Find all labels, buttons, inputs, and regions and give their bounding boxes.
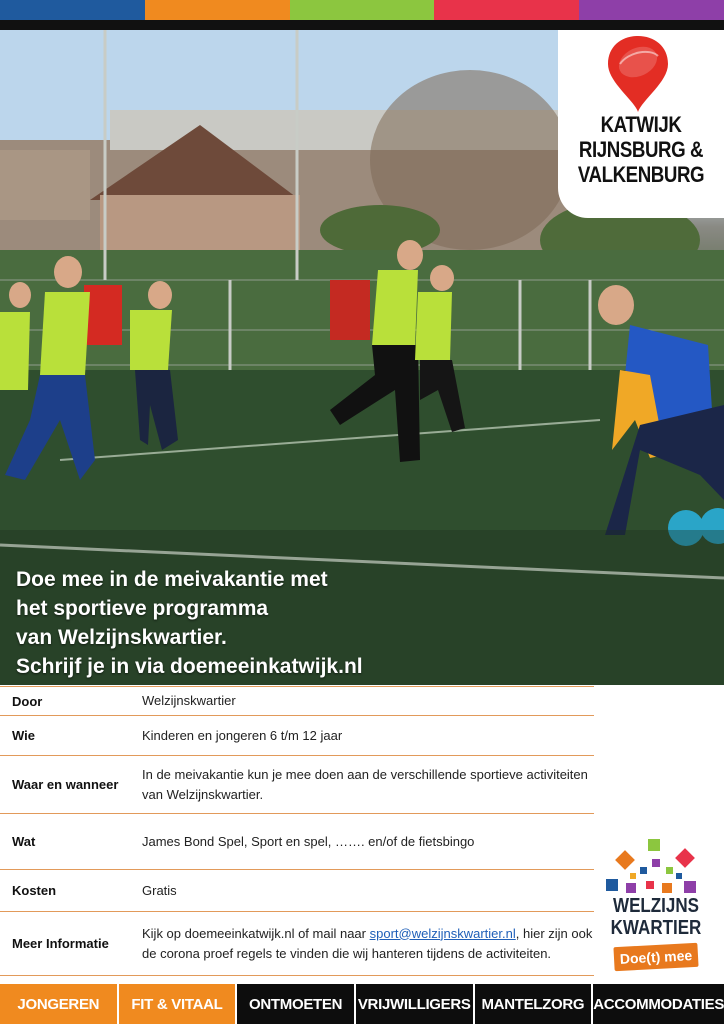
wordmark-line: WELZIJNS — [613, 895, 699, 917]
color-block-red — [434, 0, 579, 20]
info-row-wie — [0, 716, 594, 756]
welzijnskwartier-wordmark — [608, 895, 703, 939]
color-block-green — [290, 0, 435, 20]
info-key: Kosten — [12, 883, 57, 898]
nav-item-mantelzorg[interactable]: MANTELZORG — [475, 984, 592, 1024]
info-text: , hier zijn ook de corona proef regels te vinden die wij hanteren tijdens de activiteiten. — [142, 925, 593, 961]
logo-line: VALKENBURG — [577, 162, 705, 187]
info-row-meer-informatie — [0, 912, 594, 976]
hero-line: van Welzijnskwartier. — [16, 626, 227, 649]
hero-line: het sportieve programma — [16, 597, 269, 620]
info-value: Gratis — [142, 882, 177, 898]
nav-item-ontmoeten[interactable]: ONTMOETEN — [237, 984, 354, 1024]
hero-headline — [16, 565, 576, 681]
top-black-bar — [0, 20, 724, 30]
wordmark-line: KWARTIER — [610, 917, 702, 939]
info-value: Kinderen en jongeren 6 t/m 12 jaar — [142, 727, 343, 743]
info-key: Door — [12, 693, 43, 709]
logo-line: KATWIJK — [600, 112, 682, 137]
nav-item-jongeren[interactable]: JONGEREN — [0, 984, 117, 1024]
welzijnskwartier-logo — [600, 835, 712, 975]
color-strip — [0, 0, 724, 20]
info-row-door — [0, 686, 594, 716]
hero-line: Doe mee in de meivakantie met — [16, 568, 328, 591]
color-block-blue — [0, 0, 145, 20]
info-table — [0, 686, 594, 976]
color-block-orange — [145, 0, 290, 20]
hero-line: Schrijf je in via doemeeinkatwijk.nl — [16, 655, 363, 678]
info-value: In de meivakantie kun je mee doen aan de verschillende sportieve activiteiten van Welzijnskwartier. — [142, 766, 588, 802]
nav-item-vrijwilligers[interactable]: VRIJWILLIGERS — [356, 984, 473, 1024]
info-row-wat — [0, 814, 594, 870]
nav-item-fit-vitaal[interactable]: FIT & VITAAL — [119, 984, 236, 1024]
info-value: James Bond Spel, Sport en spel, ……. en/of de fietsbingo — [142, 833, 475, 849]
info-value: Welzijnskwartier — [142, 693, 236, 708]
logo-wordmark — [570, 112, 711, 187]
logo-line: RIJNSBURG & — [578, 137, 704, 162]
email-link[interactable]: sport@welzijnskwartier.nl — [369, 925, 516, 941]
info-key: Meer Informatie — [12, 936, 109, 951]
info-key: Wie — [12, 728, 35, 743]
location-pin-icon — [598, 34, 678, 114]
confetti-squares-icon — [600, 835, 712, 897]
info-value — [142, 924, 594, 964]
color-block-purple — [579, 0, 724, 20]
info-row-waar-en-wanneer — [0, 756, 594, 814]
doet-mee-badge: Doe(t) mee — [613, 943, 698, 971]
katwijk-logo — [558, 30, 724, 218]
bottom-navigation — [0, 984, 724, 1024]
info-row-kosten — [0, 870, 594, 912]
info-key: Waar en wanneer — [12, 776, 119, 792]
info-text: Kijk op doemeeinkatwijk.nl of mail naar — [142, 925, 370, 941]
nav-item-accommodaties[interactable]: ACCOMMODATIES — [593, 984, 724, 1024]
info-key: Wat — [12, 834, 36, 849]
